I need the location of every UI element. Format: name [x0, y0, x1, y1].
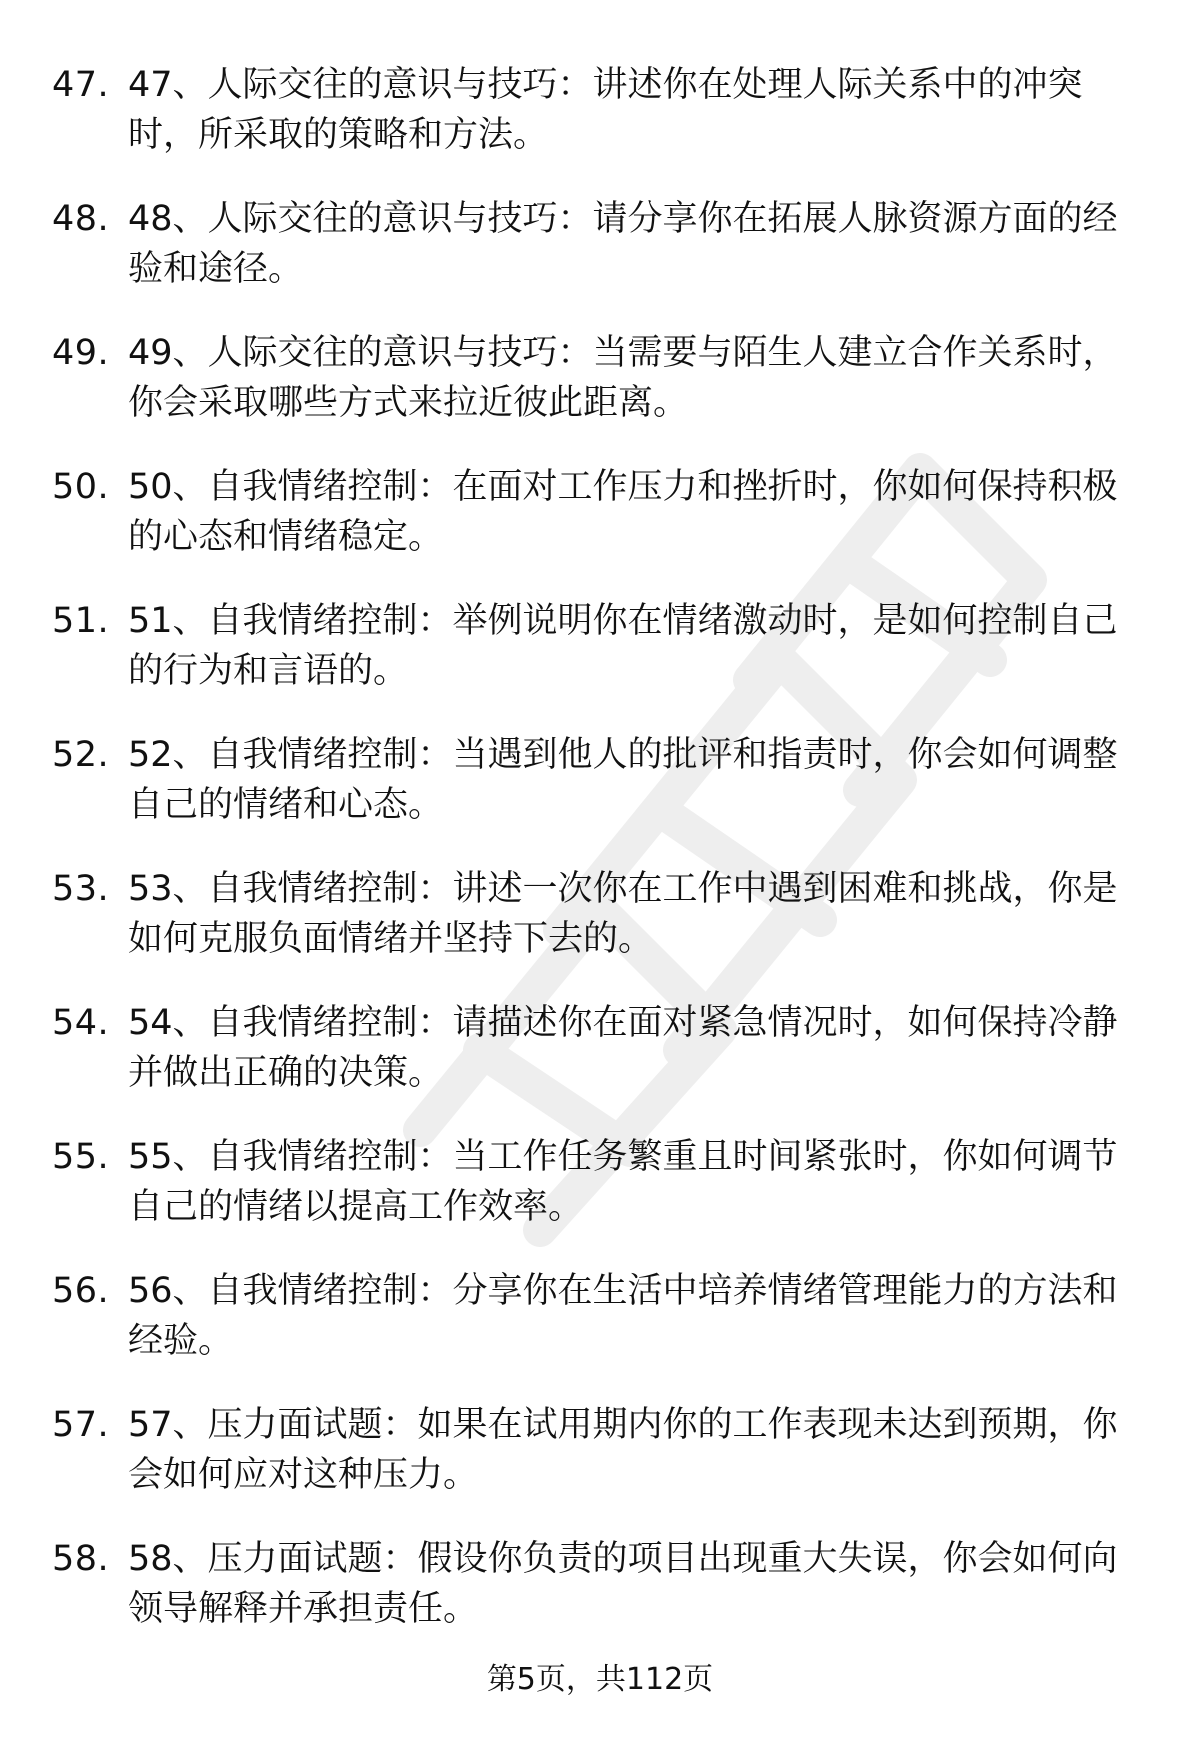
question-item: [52, 1132, 1152, 1232]
question-item: [52, 596, 1152, 696]
question-number: 58.: [52, 1539, 110, 1579]
question-text: 52、自我情绪控制：当遇到他人的批评和指责时，你会如何调整自己的情绪和心态。: [128, 735, 1118, 825]
question-number: 54.: [52, 1003, 110, 1043]
question-number: 53.: [52, 869, 110, 909]
question-text: 50、自我情绪控制：在面对工作压力和挫折时，你如何保持积极的心态和情绪稳定。: [128, 467, 1118, 557]
question-text: 49、人际交往的意识与技巧：当需要与陌生人建立合作关系时，你会采取哪些方式来拉近彼此距离。: [128, 333, 1118, 423]
question-number: 57.: [52, 1405, 110, 1445]
question-item: [52, 462, 1152, 562]
question-item: [52, 730, 1152, 830]
question-item: [52, 1266, 1152, 1366]
question-number: 48.: [52, 199, 110, 239]
question-number: 49.: [52, 333, 110, 373]
page-number-label: 第5页，共112页: [486, 1662, 714, 1697]
question-list: [52, 60, 1152, 1668]
question-number: 51.: [52, 601, 110, 641]
question-text: 54、自我情绪控制：请描述你在面对紧急情况时，如何保持冷静并做出正确的决策。: [128, 1003, 1118, 1093]
question-text: 53、自我情绪控制：讲述一次你在工作中遇到困难和挑战，你是如何克服负面情绪并坚持下去的。: [128, 869, 1118, 959]
question-number: 52.: [52, 735, 110, 775]
question-text: 55、自我情绪控制：当工作任务繁重且时间紧张时，你如何调节自己的情绪以提高工作效率。: [128, 1137, 1118, 1227]
question-item: [52, 864, 1152, 964]
question-item: [52, 194, 1152, 294]
question-number: 56.: [52, 1271, 110, 1311]
page-footer: [0, 1660, 1200, 1700]
question-item: [52, 1534, 1152, 1634]
question-number: 47.: [52, 65, 110, 105]
question-item: [52, 1400, 1152, 1500]
question-text: 51、自我情绪控制：举例说明你在情绪激动时，是如何控制自己的行为和言语的。: [128, 601, 1118, 691]
question-item: [52, 60, 1152, 160]
question-item: [52, 998, 1152, 1098]
question-text: 48、人际交往的意识与技巧：请分享你在拓展人脉资源方面的经验和途径。: [128, 199, 1118, 289]
question-text: 56、自我情绪控制：分享你在生活中培养情绪管理能力的方法和经验。: [128, 1271, 1118, 1361]
question-number: 55.: [52, 1137, 110, 1177]
question-text: 58、压力面试题：假设你负责的项目出现重大失误，你会如何向领导解释并承担责任。: [128, 1539, 1118, 1629]
question-text: 47、人际交往的意识与技巧：讲述你在处理人际关系中的冲突时，所采取的策略和方法。: [128, 65, 1083, 155]
question-number: 50.: [52, 467, 110, 507]
question-text: 57、压力面试题：如果在试用期内你的工作表现未达到预期，你会如何应对这种压力。: [128, 1405, 1118, 1495]
question-item: [52, 328, 1152, 428]
